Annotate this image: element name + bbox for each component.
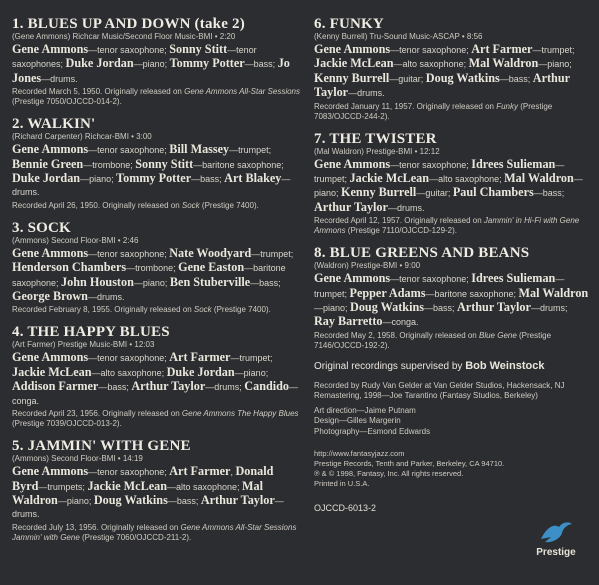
catalog-number: OJCCD-6013-2 <box>314 503 377 514</box>
musician-instrument: —tenor saxophones; <box>12 45 257 70</box>
catalog-reference: (Prestige 7050/OJCCD-014-2). <box>12 97 122 107</box>
musician-instrument: —drums; <box>205 382 245 393</box>
track-title: 3. SOCK <box>12 219 71 236</box>
musician-instrument: —drums. <box>387 202 425 213</box>
track-recording-info <box>12 523 300 543</box>
musician-instrument: —alto saxophone; <box>393 59 469 70</box>
original-album: Blue Gene <box>478 330 517 340</box>
original-album: Jammin' in Hi-Fi with Gene Ammons <box>314 216 580 236</box>
musician-name: Gene Ammons <box>12 142 89 157</box>
musician-name: Art Blakey <box>224 171 282 186</box>
musician-name: Gene Ammons <box>12 42 89 56</box>
musician-name: Idrees Sulieman <box>471 156 556 171</box>
musician-instrument: —baritone saxophone; <box>425 288 519 299</box>
track-recording-info <box>12 305 300 315</box>
track-personnel <box>314 272 590 330</box>
track-recording-info <box>314 216 590 236</box>
musician-name: Bennie Green <box>12 156 84 171</box>
musician-name: Henderson Chambers <box>12 260 127 275</box>
musician-instrument: —tenor saxophone; <box>88 45 170 55</box>
credit-photography: Photography—Esmond Edwards <box>314 426 431 436</box>
musician-name: Jackie McLean <box>314 56 394 71</box>
musician-name: Gene Ammons <box>12 245 89 260</box>
musician-instrument: —piano; <box>234 367 269 378</box>
musician-name: Art Farmer <box>169 464 231 479</box>
supervision-line <box>314 360 590 373</box>
track-8 <box>314 245 590 351</box>
musician-instrument: —drums. <box>12 174 291 198</box>
musician-name: Ray Barretto <box>314 314 383 329</box>
musician-instrument: —drums. <box>12 495 284 520</box>
musician-instrument: —piano; <box>133 59 170 70</box>
musician-name: Mal Waldron <box>518 285 589 300</box>
musician-name: Doug Watkins <box>93 492 168 507</box>
track-personnel <box>12 143 300 200</box>
musician-name: Mal Waldron <box>504 171 574 186</box>
musician-instrument: —trumpet; <box>532 45 575 55</box>
recording-note: Recorded March 5, 1950. Originally released on <box>12 87 185 97</box>
musician-name: Addison Farmer <box>12 379 99 394</box>
track-personnel <box>314 158 590 216</box>
track-personnel <box>12 351 300 408</box>
track-personnel <box>12 465 300 522</box>
musician-instrument: —trombone; <box>126 263 179 274</box>
original-album: Funky <box>496 101 518 111</box>
track-title: 2. WALKIN' <box>12 116 96 133</box>
original-album: Sock <box>181 200 200 210</box>
musician-instrument: —tenor saxophone; <box>88 353 170 364</box>
musician-name: Arthur Taylor <box>200 492 275 507</box>
original-album: Gene Ammons All-Star Sessions Jammin' with Gene <box>12 522 297 542</box>
track-credit: (Kenny Burrell) Tru-Sound Music-ASCAP • 8:56 <box>314 32 483 41</box>
musician-instrument: —bass; <box>98 382 132 393</box>
catalog-reference: (Prestige 7400). <box>211 305 271 315</box>
track-credit: (Ammons) Second Floor-BMI • 2:46 <box>12 235 139 245</box>
musician-instrument: —trombone; <box>83 159 136 170</box>
musician-instrument: —alto saxophone; <box>166 481 243 492</box>
musician-name: Tommy Potter <box>116 171 192 186</box>
musician-instrument: —alto saxophone; <box>429 174 505 185</box>
musician-instrument: —tenor saxophone; <box>390 274 472 285</box>
musician-name: Art Farmer <box>169 350 231 365</box>
musician-instrument: —baritone saxophone; <box>193 159 284 170</box>
musician-name: Donald Byrd <box>12 464 274 493</box>
musician-instrument: —alto saxophone; <box>91 367 167 378</box>
prestige-bird-icon <box>539 519 573 547</box>
track-3 <box>12 220 300 316</box>
musician-instrument: —conga. <box>12 382 299 406</box>
musician-name: Gene Ammons <box>12 464 89 479</box>
original-album: Sock <box>193 305 212 315</box>
musician-instrument: —bass; <box>167 495 201 506</box>
track-recording-info <box>12 87 300 107</box>
musician-instrument: —trumpet; <box>314 274 565 299</box>
track-title: 4. THE HAPPY BLUES <box>12 324 170 341</box>
recording-note: Recorded April 26, 1950. Originally released on <box>12 200 182 210</box>
musician-name: George Brown <box>12 289 88 304</box>
catalog-reference: (Prestige 7039/OJCCD-013-2). <box>12 419 122 429</box>
musician-instrument: —drums. <box>87 292 125 303</box>
track-recording-info <box>12 201 300 211</box>
musician-instrument: , <box>230 467 236 478</box>
track-title: 5. JAMMIN' WITH GENE <box>12 438 191 455</box>
musician-name: Paul Chambers <box>452 185 534 200</box>
track-5 <box>12 438 300 543</box>
musician-name: Doug Watkins <box>425 70 500 85</box>
musician-name: Jo Jones <box>12 56 290 85</box>
musician-instrument: —bass; <box>250 277 281 288</box>
musician-name: Nate Woodyard <box>169 245 252 260</box>
recording-note: Recorded January 11, 1957. Originally released on <box>314 101 497 111</box>
track-personnel <box>12 43 300 86</box>
copyright-line: ℗ & © 1998, Fantasy, Inc. All rights reserved. <box>314 469 464 479</box>
musician-name: Mal Waldron <box>12 478 264 507</box>
musician-instrument: —tenor saxophone; <box>88 467 170 478</box>
track-recording-info <box>314 331 590 351</box>
track-title: 1. BLUES UP AND DOWN (take 2) <box>12 16 245 32</box>
musician-name: Arthur Taylor <box>314 199 388 214</box>
track-credit: (Richard Carpenter) Richcar-BMI • 3:00 <box>12 132 152 142</box>
musician-name: Candido <box>244 379 290 394</box>
musician-instrument: —drums. <box>41 73 78 84</box>
musician-instrument: —trumpet; <box>314 159 565 185</box>
track-2 <box>12 116 300 211</box>
musician-instrument: —bass; <box>533 188 565 199</box>
musician-instrument: —drums. <box>348 88 385 99</box>
printed-in: Printed in U.S.A. <box>314 479 370 489</box>
musician-name: Jackie McLean <box>87 478 167 493</box>
musician-name: Sonny Stitt <box>169 42 228 56</box>
track-credit: (Ammons) Second Floor-BMI • 14:19 <box>12 454 143 464</box>
catalog-reference: (Prestige 7400). <box>199 200 259 210</box>
track-personnel <box>314 43 590 101</box>
musician-name: Arthur Taylor <box>131 379 206 394</box>
musician-name: Duke Jordan <box>65 56 134 71</box>
production-credits <box>314 381 590 438</box>
musician-name: Kenny Burrell <box>341 185 417 200</box>
musician-name: Gene Ammons <box>12 350 89 365</box>
track-6 <box>314 16 590 122</box>
musician-name: Tommy Potter <box>169 56 245 71</box>
recording-note: Recorded July 13, 1956. Originally released on <box>12 522 181 532</box>
track-recording-info <box>12 409 300 429</box>
musician-name: Gene Easton <box>178 260 245 275</box>
credit-recorded: Recorded by Rudy Van Gelder at Van Gelder Studios, Hackensack, NJ <box>314 380 565 390</box>
recording-note: Recorded February 8, 1955. Originally released on <box>12 305 194 315</box>
original-album: Gene Ammons All-Star Sessions <box>184 87 300 97</box>
musician-name: Art Farmer <box>471 42 533 56</box>
musician-instrument: —trumpets; <box>38 481 88 492</box>
musician-name: Jackie McLean <box>12 364 92 379</box>
musician-instrument: —tenor saxophone; <box>88 145 170 156</box>
musician-name: Idrees Sulieman <box>471 271 556 286</box>
track-title: 7. THE TWISTER <box>314 130 437 147</box>
catalog-reference: (Prestige 7060/OJCCD-211-2). <box>79 532 192 542</box>
catalog-reference: (Prestige 7083/OJCCD-244-2). <box>314 101 553 121</box>
musician-name: Doug Watkins <box>350 300 424 315</box>
musician-instrument: —tenor saxophone; <box>390 45 472 55</box>
musician-name: Gene Ammons <box>314 42 391 56</box>
musician-name: Arthur Taylor <box>457 300 531 315</box>
catalog-reference: (Prestige 7146/OJCCD-192-2). <box>314 330 552 350</box>
musician-instrument: —piano; <box>314 303 351 314</box>
musician-name: Gene Ammons <box>314 156 391 171</box>
prestige-logo <box>529 519 583 561</box>
musician-name: Arthur Taylor <box>314 70 570 100</box>
musician-name: Jackie McLean <box>349 171 430 186</box>
musician-instrument: —bass; <box>423 303 457 314</box>
track-credit: (Art Farmer) Prestige Music-BMI • 12:03 <box>12 340 155 350</box>
credit-remastering: Remastering, 1998—Joe Tarantino (Fantasy Studios, Berkeley) <box>314 391 538 401</box>
recording-note: Recorded May 2, 1958. Originally released on <box>314 330 479 340</box>
musician-instrument: —guitar; <box>416 188 453 199</box>
musician-name: Duke Jordan <box>166 364 235 379</box>
track-1 <box>12 16 300 107</box>
musician-instrument: —conga. <box>382 317 419 328</box>
prestige-logo-text: Prestige <box>536 547 576 558</box>
track-credit: (Waldron) Prestige-BMI • 9:00 <box>314 261 421 271</box>
musician-instrument: —tenor saxophone; <box>390 159 472 170</box>
recording-note: Recorded April 12, 1957. Originally released on <box>314 216 484 226</box>
track-credit: (Gene Ammons) Richcar Music/Second Floor Music-BMI • 2:20 <box>12 32 236 41</box>
musician-instrument: —bass; <box>244 59 278 70</box>
musician-instrument: —piano; <box>314 174 583 199</box>
musician-instrument: —piano; <box>57 495 94 506</box>
label-footer <box>314 449 590 489</box>
musician-name: Ben Stuberville <box>169 274 251 289</box>
musician-instrument: —bass; <box>499 73 533 84</box>
musician-name: Sonny Stitt <box>135 156 194 171</box>
musician-name: Mal Waldron <box>468 56 539 71</box>
left-column <box>12 16 300 552</box>
credit-art-direction: Art direction—Jaime Putnam <box>314 405 416 415</box>
musician-name: Kenny Burrell <box>314 70 390 85</box>
track-personnel <box>12 247 300 305</box>
musician-instrument: —piano; <box>80 174 117 185</box>
musician-instrument: —guitar; <box>389 73 426 84</box>
musician-name: Gene Ammons <box>314 271 391 286</box>
catalog-reference: (Prestige 7110/OJCCD-129-2). <box>345 226 458 236</box>
track-4 <box>12 324 300 429</box>
musician-instrument: —trumpet; <box>251 248 294 259</box>
recording-note: Recorded April 23, 1956. Originally released on <box>12 409 182 419</box>
right-track-list <box>314 16 590 351</box>
musician-name: Bill Massey <box>169 142 230 157</box>
musician-instrument: —trumpet; <box>229 145 272 156</box>
musician-instrument: —bass; <box>191 174 225 185</box>
musician-instrument: —piano; <box>133 277 170 288</box>
musician-instrument: —baritone saxophone; <box>12 263 286 288</box>
musician-name: Pepper Adams <box>349 285 426 300</box>
musician-name: John Houston <box>61 274 134 289</box>
label-address: Prestige Records, Tenth and Parker, Berkeley, CA 94710. <box>314 459 505 469</box>
track-7 <box>314 131 590 237</box>
musician-instrument: —trumpet; <box>230 353 273 364</box>
supervisor-name: Bob Weinstock <box>465 359 545 372</box>
supervised-prefix: Original recordings supervised by <box>314 360 466 372</box>
track-title: 8. BLUE GREENS AND BEANS <box>314 245 530 262</box>
original-album: Gene Ammons The Happy Blues <box>181 409 299 419</box>
track-credit: (Mal Waldron) Prestige-BMI • 12:12 <box>314 146 440 156</box>
website-url: http://www.fantasyjazz.com <box>314 449 405 459</box>
track-recording-info <box>314 102 590 122</box>
musician-instrument: —drums; <box>530 303 568 314</box>
musician-instrument: —tenor saxophone; <box>88 248 170 259</box>
track-title: 6. FUNKY <box>314 16 384 32</box>
credit-design: Design—Gilles Margerin <box>314 416 401 426</box>
right-column <box>314 16 590 513</box>
musician-name: Duke Jordan <box>12 171 81 186</box>
musician-instrument: —piano; <box>538 59 572 70</box>
